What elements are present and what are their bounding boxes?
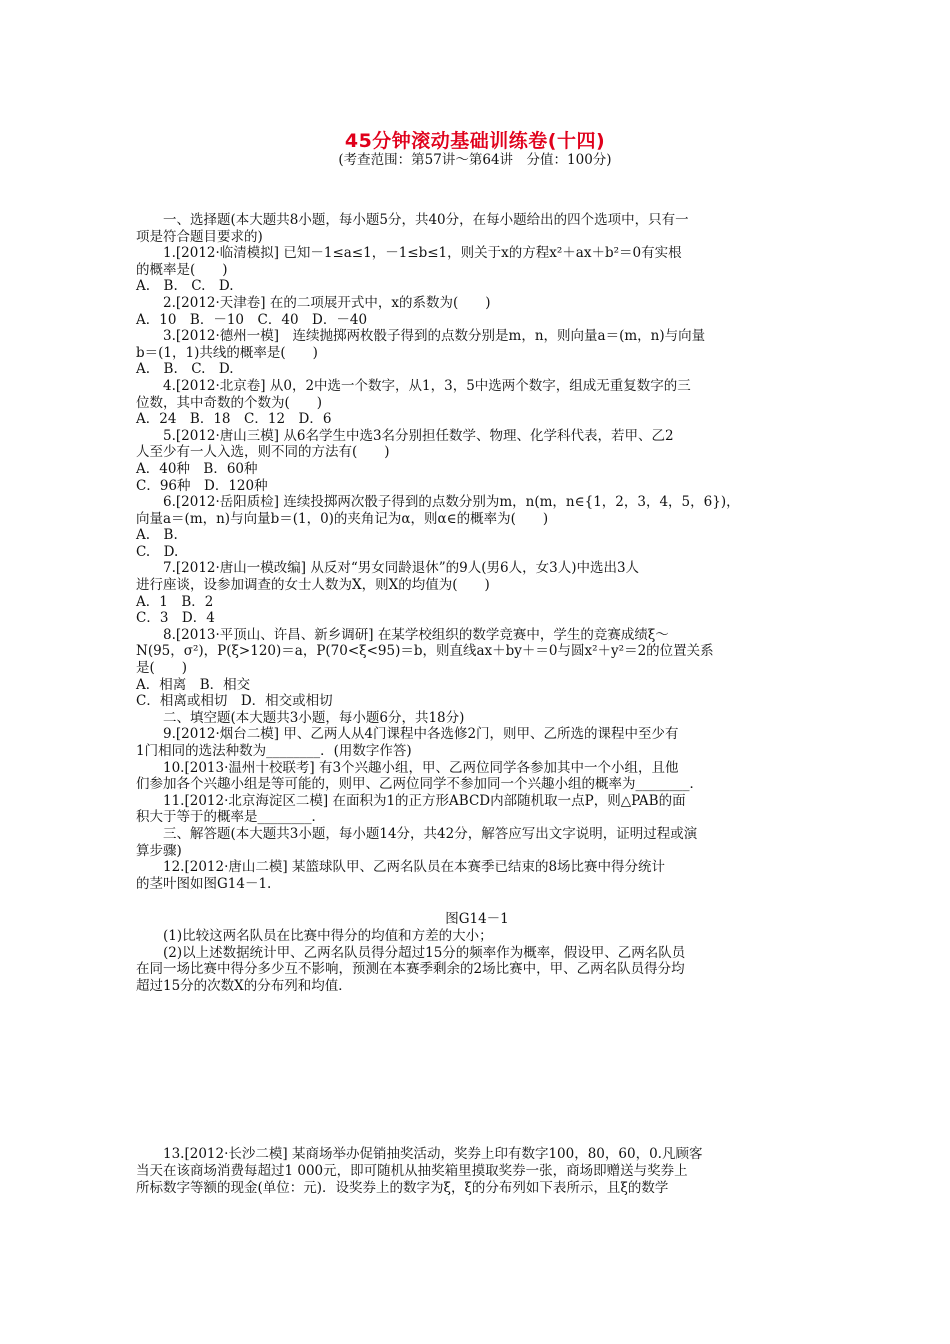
text-line: 5.[2012·唐山三模] 从6名学生中选3名分别担任数学、物理、化学科代表，若甲、乙2 bbox=[163, 427, 674, 444]
text-line: A. B. C. D. bbox=[136, 361, 234, 378]
text-line: 向量a＝(m，n)与向量b＝(1，0)的夹角记为α，则α∈的概率为( ) bbox=[136, 510, 549, 527]
text-line: b＝(1，1)共线的概率是( ) bbox=[136, 344, 318, 361]
text-line: A．24 B．18 C．12 D．6 bbox=[136, 411, 332, 428]
text-line: 12.[2012·唐山二模] 某篮球队甲、乙两名队员在本赛季已结束的8场比赛中得分统计 bbox=[163, 859, 666, 876]
text-line: 3.[2012·德州一模] 连续抛掷两枚骰子得到的点数分别是m，n，则向量a＝(m，n)与向量 bbox=[163, 328, 706, 345]
text-line: 位数，其中奇数的个数为( ) bbox=[136, 394, 323, 411]
text-line: 的茎叶图如图G14－1. bbox=[136, 875, 272, 892]
text-line: 9.[2012·烟台二模] 甲、乙两人从4门课程中各选修2门，则甲、乙所选的课程中至少有 bbox=[163, 726, 679, 743]
text-line: C. D. bbox=[136, 543, 179, 560]
text-line: 的概率是( ) bbox=[136, 261, 228, 278]
q12-subquestion-line: 在同一场比赛中得分多少互不影响，预测在本赛季剩余的2场比赛中，甲、乙两名队员得分均 bbox=[136, 961, 685, 978]
q13-line: 当天在该商场消费每超过1 000元，即可随机从抽奖箱里摸取奖券一张，商场即赠送与奖券上 bbox=[136, 1163, 688, 1179]
q12-subquestions bbox=[136, 928, 818, 994]
page-subtitle: (考查范围：第57讲～第64讲 分值：100分) bbox=[338, 152, 612, 168]
text-line: N(95，σ²)，P(ξ>120)＝a，P(70<ξ<95)＝b，则直线ax＋by＋＝0与圆x²＋y²＝2的位置关系 bbox=[136, 643, 714, 660]
text-line: 一、选择题(本大题共8小题，每小题5分，共40分，在每小题给出的四个选项中，只有一 bbox=[163, 212, 689, 228]
question-13 bbox=[136, 1146, 818, 1197]
q12-subquestion-line: 超过15分的次数X的分布列和均值． bbox=[136, 977, 352, 994]
text-line: 1门相同的选法种数为________．(用数字作答) bbox=[136, 743, 412, 759]
text-line: A. B. bbox=[136, 527, 178, 544]
text-line: A. B. C. D. bbox=[136, 278, 234, 295]
text-line: C．3 D．4 bbox=[136, 610, 215, 627]
text-line: 7.[2012·唐山一模改编] 从反对“男女同龄退休”的9人(男6人，女3人)中选出3人 bbox=[163, 560, 640, 577]
text-line: 算步骤) bbox=[136, 842, 182, 859]
text-line: 是( ) bbox=[136, 660, 188, 677]
text-line: A．10 B．－10 C．40 D．－40 bbox=[136, 311, 368, 328]
text-line: 2.[2012·天津卷] 在的二项展开式中，x的系数为( ) bbox=[163, 294, 491, 311]
document-body bbox=[136, 212, 818, 994]
q13-line: 所标数字等额的现金(单位：元)．设奖券上的数字为ξ，ξ的分布列如下表所示，且ξ的数学 bbox=[136, 1180, 669, 1196]
text-line: 6.[2012·岳阳质检] 连续投掷两次骰子得到的点数分别为m，n(m，n∈{1，2，3，4，5，6})， bbox=[163, 494, 740, 511]
text-line: C．相离或相切 D．相交或相切 bbox=[136, 693, 333, 710]
text-line: C．96种 D．120种 bbox=[136, 477, 268, 494]
text-line: 二、填空题(本大题共3小题，每小题6分，共18分) bbox=[163, 709, 465, 726]
q12-subquestion-line: (1)比较这两名队员在比赛中得分的均值和方差的大小； bbox=[163, 927, 493, 944]
text-line: 4.[2012·北京卷] 从0，2中选一个数字，从1，3，5中选两个数字，组成无重复数字的三 bbox=[163, 377, 691, 394]
text-line: A．相离 B．相交 bbox=[136, 676, 251, 693]
text-line: A．40种 B．60种 bbox=[136, 460, 258, 477]
text-line: A．1 B．2 bbox=[136, 593, 214, 610]
q13-line: 13.[2012·长沙二模] 某商场举办促销抽奖活动，奖券上印有数字100，80，60，0.凡顾客 bbox=[163, 1146, 703, 1162]
text-line: 11.[2012·北京海淀区二模] 在面积为1的正方形ABCD内部随机取一点P，则△PAB的面 bbox=[163, 792, 686, 809]
question-lines bbox=[136, 212, 818, 892]
text-line: 人至少有一人入选，则不同的方法有( ) bbox=[136, 444, 390, 461]
text-line: 们参加各个兴趣小组是等可能的，则甲、乙两位同学不参加同一个兴趣小组的概率为________． bbox=[136, 776, 703, 793]
text-line: 项是符合题目要求的) bbox=[136, 228, 263, 245]
figure-caption: 图G14－1 bbox=[445, 911, 509, 928]
q12-subquestion-line: (2)以上述数据统计甲、乙两名队员得分超过15分的频率作为概率，假设甲、乙两名队员 bbox=[163, 944, 686, 961]
text-line: 10.[2013·温州十校联考] 有3个兴趣小组，甲、乙两位同学各参加其中一个小组，且他 bbox=[163, 759, 679, 776]
text-line: 进行座谈，设参加调查的女士人数为X，则X的均值为( ) bbox=[136, 577, 490, 594]
text-line: 三、解答题(本大题共3小题，每小题14分，共42分，解答应写出文字说明，证明过程或演 bbox=[163, 825, 698, 842]
page-title: 45分钟滚动基础训练卷(十四) bbox=[344, 130, 606, 152]
text-line: 8.[2013·平顶山、许昌、新乡调研] 在某学校组织的数学竞赛中，学生的竞赛成绩ξ～ bbox=[163, 626, 669, 643]
text-line: 积大于等于的概率是________． bbox=[136, 809, 325, 826]
text-line: 1.[2012·临清模拟] 已知－1≤a≤1，－1≤b≤1，则关于x的方程x²＋ax＋b²＝0有实根 bbox=[163, 245, 682, 262]
